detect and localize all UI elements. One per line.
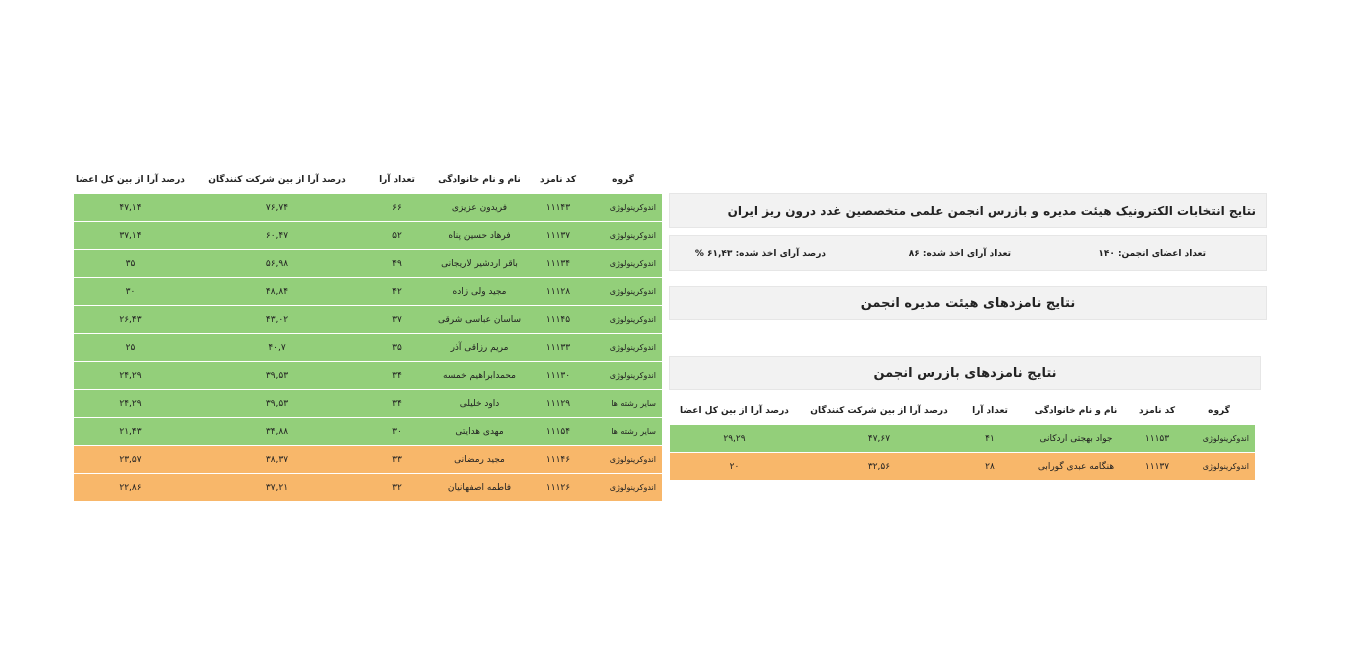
inspector-heading-panel [669, 356, 1261, 390]
col-code-header: کد نامزد [539, 175, 577, 185]
group-cell: اندوکرینولوژی [584, 362, 662, 390]
pct-members-cell: ۲۰ [670, 453, 799, 481]
table-row [74, 334, 662, 362]
table-row [74, 418, 662, 446]
election-stats-panel [669, 235, 1267, 271]
inspector-results-table [670, 397, 1255, 481]
name-cell: مجید ولی زاده [427, 278, 532, 306]
pct-participants-cell: ۳۹,۵۳ [187, 390, 367, 418]
pct-participants-cell: ۳۷,۲۱ [187, 474, 367, 502]
election-title-panel [669, 193, 1267, 228]
table-row [74, 222, 662, 250]
table-row [74, 278, 662, 306]
votes-cell: ۳۴ [367, 362, 427, 390]
votes-cell: ۳۲ [367, 474, 427, 502]
code-cell: ۱۱۱۴۶ [532, 446, 584, 474]
name-cell: فرهاد حسین پناه [427, 222, 532, 250]
name-cell: باقر اردشیر لاریجانی [427, 250, 532, 278]
table-row [670, 453, 1255, 481]
table-row [74, 194, 662, 222]
group-cell: اندوکرینولوژی [584, 334, 662, 362]
board-results-table [74, 166, 662, 502]
group-cell: اندوکرینولوژی [1183, 453, 1255, 481]
board-header-row [74, 166, 662, 194]
pct-participants-cell: ۵۶,۹۸ [187, 250, 367, 278]
pct-members-cell: ۲۴,۲۹ [74, 390, 187, 418]
pct-participants-cell: ۴۸,۸۴ [187, 278, 367, 306]
code-cell: ۱۱۱۵۴ [532, 418, 584, 446]
code-cell: ۱۱۱۲۸ [532, 278, 584, 306]
votes-cell: ۳۳ [367, 446, 427, 474]
table-row [74, 390, 662, 418]
votes-cell: ۲۸ [959, 453, 1021, 481]
votes-cell: ۴۹ [367, 250, 427, 278]
col-pct-participants-header: درصد آرا از بین شرکت کنندگان [208, 175, 346, 185]
table-row [670, 425, 1255, 453]
code-cell: ۱۱۱۲۹ [532, 390, 584, 418]
pct-participants-cell: ۴۳,۰۲ [187, 306, 367, 334]
board-heading-panel [669, 286, 1267, 320]
col-pct-participants-header: درصد آرا از بین شرکت کنندگان [810, 406, 948, 416]
name-cell: مریم رزاقی آذر [427, 334, 532, 362]
code-cell: ۱۱۱۳۷ [1131, 453, 1183, 481]
table-row [74, 250, 662, 278]
votes-percent: درصد آرای اخذ شده: ۶۱,۴۳ % [694, 249, 826, 259]
group-cell: اندوکرینولوژی [584, 306, 662, 334]
name-cell: هنگامه عبدی گورابی [1021, 453, 1131, 481]
table-row [74, 362, 662, 390]
pct-members-cell: ۲۴,۲۹ [74, 362, 187, 390]
pct-members-cell: ۳۷,۱۴ [74, 222, 187, 250]
votes-count: تعداد آرای اخذ شده: ۸۶ [908, 249, 1011, 259]
col-group-header: گروه [612, 175, 634, 185]
votes-cell: ۵۲ [367, 222, 427, 250]
group-cell: اندوکرینولوژی [584, 194, 662, 222]
pct-participants-cell: ۴۷,۶۷ [799, 425, 959, 453]
votes-cell: ۳۵ [367, 334, 427, 362]
code-cell: ۱۱۱۳۰ [532, 362, 584, 390]
col-votes-header: تعداد آرا [379, 175, 415, 185]
name-cell: جواد بهجتی اردکانی [1021, 425, 1131, 453]
pct-participants-cell: ۴۰,۷ [187, 334, 367, 362]
group-cell: اندوکرینولوژی [584, 474, 662, 502]
col-votes-header: تعداد آرا [972, 406, 1008, 416]
col-name-header: نام و نام خانوادگی [438, 175, 521, 185]
election-title: نتایج انتخابات الکترونیک هیئت مدیره و بازرس انجمن علمی متخصصین غدد درون ریز ایران [727, 204, 1256, 218]
group-cell: اندوکرینولوژی [1183, 425, 1255, 453]
inspector-heading: نتایج نامزدهای بازرس انجمن [873, 366, 1057, 381]
code-cell: ۱۱۱۳۷ [532, 222, 584, 250]
pct-participants-cell: ۳۹,۵۳ [187, 362, 367, 390]
votes-cell: ۴۱ [959, 425, 1021, 453]
name-cell: محمدابراهیم خمسه [427, 362, 532, 390]
code-cell: ۱۱۱۳۴ [532, 250, 584, 278]
col-group-header: گروه [1208, 406, 1230, 416]
code-cell: ۱۱۱۴۵ [532, 306, 584, 334]
code-cell: ۱۱۱۲۶ [532, 474, 584, 502]
pct-members-cell: ۲۱,۴۳ [74, 418, 187, 446]
pct-members-cell: ۲۶,۴۳ [74, 306, 187, 334]
pct-participants-cell: ۶۰,۴۷ [187, 222, 367, 250]
votes-cell: ۳۴ [367, 390, 427, 418]
name-cell: داود خلیلی [427, 390, 532, 418]
group-cell: سایر رشته ها [584, 418, 662, 446]
votes-cell: ۶۶ [367, 194, 427, 222]
code-cell: ۱۱۱۵۳ [1131, 425, 1183, 453]
name-cell: فریدون عزیزی [427, 194, 532, 222]
name-cell: مهدی هدایتی [427, 418, 532, 446]
pct-members-cell: ۲۲,۸۶ [74, 474, 187, 502]
pct-participants-cell: ۷۶,۷۴ [187, 194, 367, 222]
pct-members-cell: ۲۵ [74, 334, 187, 362]
pct-participants-cell: ۳۸,۳۷ [187, 446, 367, 474]
group-cell: اندوکرینولوژی [584, 250, 662, 278]
name-cell: فاطمه اصفهانیان [427, 474, 532, 502]
code-cell: ۱۱۱۴۳ [532, 194, 584, 222]
col-code-header: کد نامزد [1138, 406, 1176, 416]
code-cell: ۱۱۱۳۳ [532, 334, 584, 362]
table-row [74, 306, 662, 334]
table-row [74, 474, 662, 502]
inspector-header-row [670, 397, 1255, 425]
pct-participants-cell: ۳۲,۵۶ [799, 453, 959, 481]
group-cell: اندوکرینولوژی [584, 278, 662, 306]
group-cell: اندوکرینولوژی [584, 446, 662, 474]
pct-members-cell: ۴۷,۱۴ [74, 194, 187, 222]
name-cell: ساسان عباسی شرقی [427, 306, 532, 334]
name-cell: مجید رمضانی [427, 446, 532, 474]
votes-cell: ۴۲ [367, 278, 427, 306]
col-pct-members-header: درصد آرا از بین کل اعضا [680, 406, 789, 416]
col-name-header: نام و نام خانوادگی [1034, 406, 1118, 416]
group-cell: اندوکرینولوژی [584, 222, 662, 250]
pct-members-cell: ۳۰ [74, 278, 187, 306]
group-cell: سایر رشته ها [584, 390, 662, 418]
votes-cell: ۳۰ [367, 418, 427, 446]
pct-participants-cell: ۳۴,۸۸ [187, 418, 367, 446]
pct-members-cell: ۳۵ [74, 250, 187, 278]
col-pct-members-header: درصد آرا از بین کل اعضا [76, 175, 185, 185]
pct-members-cell: ۲۹,۲۹ [670, 425, 799, 453]
table-row [74, 446, 662, 474]
votes-cell: ۳۷ [367, 306, 427, 334]
pct-members-cell: ۲۳,۵۷ [74, 446, 187, 474]
board-heading: نتایج نامزدهای هیئت مدیره انجمن [860, 296, 1076, 311]
members-count: تعداد اعضای انجمن: ۱۴۰ [1098, 249, 1206, 259]
